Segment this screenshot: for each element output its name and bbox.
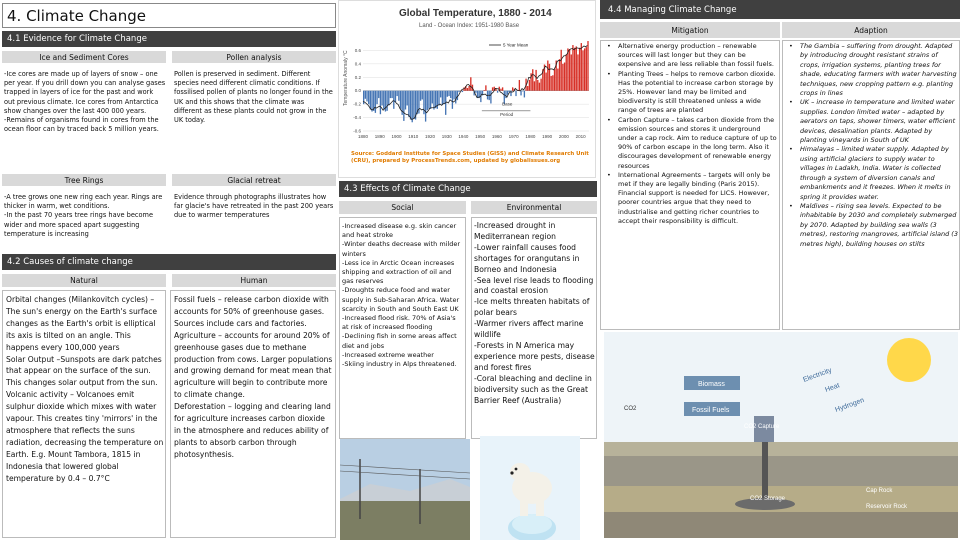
chart-bar [567,48,568,90]
chart-ytick-label: 0.4 [354,61,361,67]
chart-bar [395,91,396,102]
chart-bar [581,43,582,91]
chart-bar [443,91,444,104]
chart-bar [366,91,367,102]
chart-xtick-label: 1880 [357,134,369,139]
chart-bar [500,89,501,91]
chart-bar [420,91,421,101]
chart-bar [564,63,565,91]
chart-xtick-label: 2010 [575,134,586,139]
chart-bar [534,81,535,90]
mitigation-item: • Carbon Capture – takes carbon dioxide from the emission sources and stores it underground under a cap rock. Aim to reduce capture of up to 90% of carbon escape in the long term. Also it discourages development of renewable energy resources [604,116,778,171]
chart-source: Source: Goddard Institute for Space Studies (GISS) and Climate Research Unit (CRU), prepared by ProcessTrends.com, updated by globalissues.org [351,151,589,164]
chart-bar [430,91,431,109]
chart-bar [425,91,426,122]
chart-bar [571,54,572,90]
chart-bar [467,88,468,91]
mitigation-label: Mitigation [600,22,780,38]
chart-bar [393,91,394,109]
chart-bar [462,91,463,92]
chart-bar [512,87,513,90]
chart-bar [527,86,528,91]
adaption-label: Adaption [782,22,960,38]
chart-bar [450,91,451,98]
chart-bar [380,91,381,115]
adaption-item: • Himalayas – limited water supply. Adapted by using artificial glaciers to supply water to villages in Ladakh, India. Water is collected through a system of diversion canals and embankments and it freezes. When it melts in spring it provides water. [786,145,958,201]
chart-bar [540,79,541,91]
biomass-label: Biomass [698,381,725,388]
chart-bar [576,46,577,90]
chart-bar [549,64,550,91]
environmental-effects-text: -Increased drought in Mediterranean region -Lower rainfall causes food shortages for orangutans in Borneo and Indonesia -Sea level rise leads to flooding and coastal erosion -Ice melts threaten habitats of polar bears -Warmer rivers affect marine wildlife -Forests in N America may experience more pests, disease and forest fires -Coral bleaching and decline in biodiversity such as the Great Barrier Reef (Australia) [474,221,595,405]
pollen-text: Pollen is preserved in sediment. Different species need different climatic conditions. If fossilised pollen of plants no longer found in the UK and this shows that the climate was different as these plants could not grow in the UK today. [174,70,333,125]
natural-label: Natural [2,274,166,287]
pollen-label: Pollen analysis [172,51,336,63]
chart-bar [562,64,563,91]
adaption-list [786,42,958,249]
chart-bar [442,91,443,105]
mitigation-list [604,42,778,226]
chart-bar [403,91,404,121]
chart-bar [391,91,392,98]
chart-bar [569,49,570,91]
chart-bar [405,91,406,110]
chart-bar [400,91,401,109]
chart-bar [407,91,408,106]
chart-subtitle: Land - Ocean Index: 1951-1980 Base [419,23,520,29]
chart-bar [408,91,409,117]
chart-xtick-label: 1970 [508,134,519,139]
chart-bar [376,91,377,104]
chart-bar [455,91,456,104]
chart-bar [438,91,439,106]
chart-bar [529,80,530,91]
chart-bar [497,91,498,93]
chart-bar [375,91,376,113]
chart-bar [388,91,389,106]
chart-ytick-label: -0.4 [353,115,361,121]
co2-storage-label: CO2 Storage [750,496,786,502]
chart-bar [370,91,371,110]
chart-bar [398,91,399,101]
chart-xtick-label: 1900 [391,134,402,139]
chart-ytick-label: 0.2 [354,74,361,80]
chart-bar [371,91,372,112]
chart-xtick-label: 1980 [525,134,536,139]
ice-cores-label: Ice and Sediment Cores [2,51,166,63]
reservoir-rock-label: Reservoir Rock [866,504,908,510]
chart-bar [554,69,555,90]
human-label: Human [172,274,336,287]
chart-bar [440,91,441,98]
chart-bar [522,91,523,92]
chart-ytick-label: -0.2 [353,101,361,107]
chart-bar [559,59,560,91]
glacial-text: Evidence through photographs illustrates how far glacie's have retreated in the past 200 years due to warmer temperatures [174,193,334,220]
chart-xtick-label: 1950 [475,134,486,139]
natural-causes-text: Orbital changes (Milankovitch cycles) – The sun's energy on the Earth's surface changes as the Earth's orbit is elliptical its axis is tilted on an angle. This happens every 100,000 years Solar Output –Sunspots are dark patches that appear on the surface of the sun. This changes solar output from the sun. Volcanic activity – Volcanoes emit sulphur dioxide which mixes with water vapour. This creates tiny 'mirrors' in the atmosphere that reflects the suns radiation, decreasing the temperature on Earth. E.g. Mount Tambora, 1815 in Indonesia that lowered global temperature by 0.4 – 0.7°C [6,295,164,483]
polar-bear-image [480,436,580,540]
chart-bar [490,91,491,104]
environmental-label: Environmental [471,201,597,214]
chart-bar [428,91,429,109]
chart-bar [520,91,521,96]
chart-bar [552,75,553,90]
chart-bar [453,91,454,100]
chart-bar [566,54,567,90]
co2-capture-label: CO2 Capture [744,424,780,430]
chart-title: Global Temperature, 1880 - 2014 [399,8,552,19]
chart-bar [532,69,533,90]
chart-xtick-label: 1990 [542,134,553,139]
chart-bar [519,80,520,91]
chart-bar [537,80,538,91]
chart-xtick-label: 2000 [558,134,569,139]
tree-rings-label: Tree Rings [2,174,166,186]
chart-xtick-label: 1890 [374,134,385,139]
chart-bar [422,91,423,100]
chart-bar [582,50,583,90]
chart-bar [418,91,419,114]
chart-five-year-mean-line [363,46,587,120]
chart-bar [484,90,485,91]
chart-bar [515,91,516,96]
chart-bar [572,45,573,91]
chart-bar [383,91,384,109]
chart-ytick-label: -0.6 [353,128,361,134]
chart-bar [435,91,436,108]
chart-bar [433,91,434,110]
section-4-2-header: 4.2 Causes of climate change [2,254,336,270]
chart-bar [557,69,558,91]
tree-rings-text: -A tree grows one new ring each year. Rings are thicker in warm, wet conditions. -In the past 70 years tree rings have become wider and more spaced apart suggesting temperature is increasing [4,193,163,238]
heat-label: Heat [824,382,841,394]
chart-legend-label: 5 Year Mean [503,42,529,48]
electricity-label: Electricity [802,367,833,384]
global-temperature-chart [338,0,596,178]
chart-ytick-label: 0.0 [354,88,361,94]
chart-bar [447,91,448,97]
page-title: 4. Climate Change [2,3,336,28]
chart-bar [547,61,548,91]
hydrogen-label: Hydrogen [834,396,866,414]
chart-bar [381,91,382,106]
landscape-photo [340,439,470,540]
chart-bar [448,91,449,96]
chart-bar [410,91,411,120]
chart-bar [365,91,366,99]
chart-period-label: Period [500,112,514,118]
chart-bar [396,91,397,96]
mitigation-item: • Planting Trees – helps to remove carbon dioxide. Has the potential to increase carbon storage by 25%. However land may be limited and biodiversity is still threatened unless a wide range of trees are planted [604,70,778,116]
adaption-item: • The Gambia – suffering from drought. Adapted by introducing drought resistant strains of crops, irrigation systems, planting trees for shade, educating farmers with water harvesting techniques, new cropping pattern e.g. planting crops in lines [786,42,958,98]
glacial-retreat-label: Glacial retreat [172,174,336,186]
chart-bar [412,91,413,123]
chart-bar [492,87,493,90]
chart-bar [452,91,453,109]
chart-bar [584,48,585,90]
chart-bar [485,85,486,90]
chart-bar [427,91,428,110]
chart-bar [413,91,414,119]
chart-bar [470,77,471,90]
chart-xtick-label: 1960 [491,134,502,139]
carbon-capture-diagram [604,332,958,538]
chart-bar [545,73,546,91]
chart-bar [386,91,387,111]
chart-bar [574,48,575,91]
chart-bar [457,91,458,100]
chart-bar [535,70,536,91]
chart-bar [378,91,379,98]
chart-ylabel: Temperature Anomaly °C [343,50,349,106]
chart-bar [502,87,503,90]
social-label: Social [339,201,466,214]
chart-bar [390,91,391,98]
chart-bar [524,91,525,98]
co2-label: CO2 [624,406,637,412]
human-causes-text: Fossil fuels – release carbon dioxide with accounts for 50% of greenhouse gases. Sources include cars and factories. Agriculture – accounts for around 20% of greenhouse gases due to methane production from cows. Larger populations and growing demand for meat mean that agriculture will begin to contribute more to climate change. Deforestation – logging and clearing land for agriculture increases carbon dioxide in the atmosphere and reduces ability of plants to absorb carbon through photosynthesis. [174,295,333,459]
chart-bar [561,50,562,91]
chart-bar [432,91,433,104]
chart-xtick-label: 1930 [441,134,452,139]
cap-rock-label: Cap Rock [866,488,893,494]
chart-bar [579,48,580,91]
social-effects-text: -Increased disease e.g. skin cancer and heat stroke -Winter deaths decrease with milder winters -Less ice in Arctic Ocean increases shipping and extraction of oil and gas reserves -Droughts reduce food and water supply in Sub-Saharan Africa. Water scarcity in South and South East UK -Increased flood risk. 70% of Asia's at risk of increased flooding -Declining fish in some areas affect diet and jobs -Increased extreme weather -Skiing industry in Alps threatened. [342,222,461,369]
chart-ytick-label: 0.6 [354,47,361,53]
mitigation-item: • Alternative energy production – renewable sources will last longer but they can be expensive and are less reliable than fossil fuels. [604,42,778,70]
chart-bar [539,83,540,91]
section-4-3-header: 4.3 Effects of Climate Change [339,181,597,197]
chart-bar [468,86,469,91]
section-4-1-header: 4.1 Evidence for Climate Change [2,31,336,47]
chart-xtick-label: 1940 [458,134,469,139]
chart-bar [368,91,369,104]
chart-bar [587,41,588,91]
mitigation-item: • International Agreements – targets will only be met if they are legally binding (Paris 2015). Financial support is needed for LICS. However, poorer countries argue that they need to industrialise and getting richer countries to accept their responsibility is difficult. [604,171,778,226]
chart-bar [586,47,587,91]
fossil-fuels-label: Fossil Fuels [692,407,730,414]
chart-xtick-label: 1910 [408,134,419,139]
adaption-item: • UK – increase in temperature and limited water supplies. London limited water – adapted by aerators on taps, shower timers, water efficient devices, desalination plants. Adapted by planting vineyards in South of UK [786,98,958,145]
section-4-4-header: 4.4 Managing Climate Change [600,0,960,19]
chart-bar [475,91,476,93]
adaption-item: • Maldives – rising sea levels. Expected to be inhabitable by 2030 and completely submerged by 2070. Adapted by building sea walls (3 metres), restoring mangroves, artificial island (3 metres high), building houses on stilts [786,202,958,249]
chart-bar [458,91,459,92]
chart-xtick-label: 1920 [424,134,435,139]
chart-bar [577,54,578,90]
ice-cores-text: -Ice cores are made up of layers of snow – one per year. If you drill down you can analyse gases trapped in layers of ice for the past and work out previous climate. Ice cores from Antarctica show changes over the last 400 000 years. -Remains of organisms found in cores from the ocean floor can by traced back 5 million years. [4,70,166,134]
chart-base-label: Base [502,101,513,107]
chart-bar [550,76,551,91]
